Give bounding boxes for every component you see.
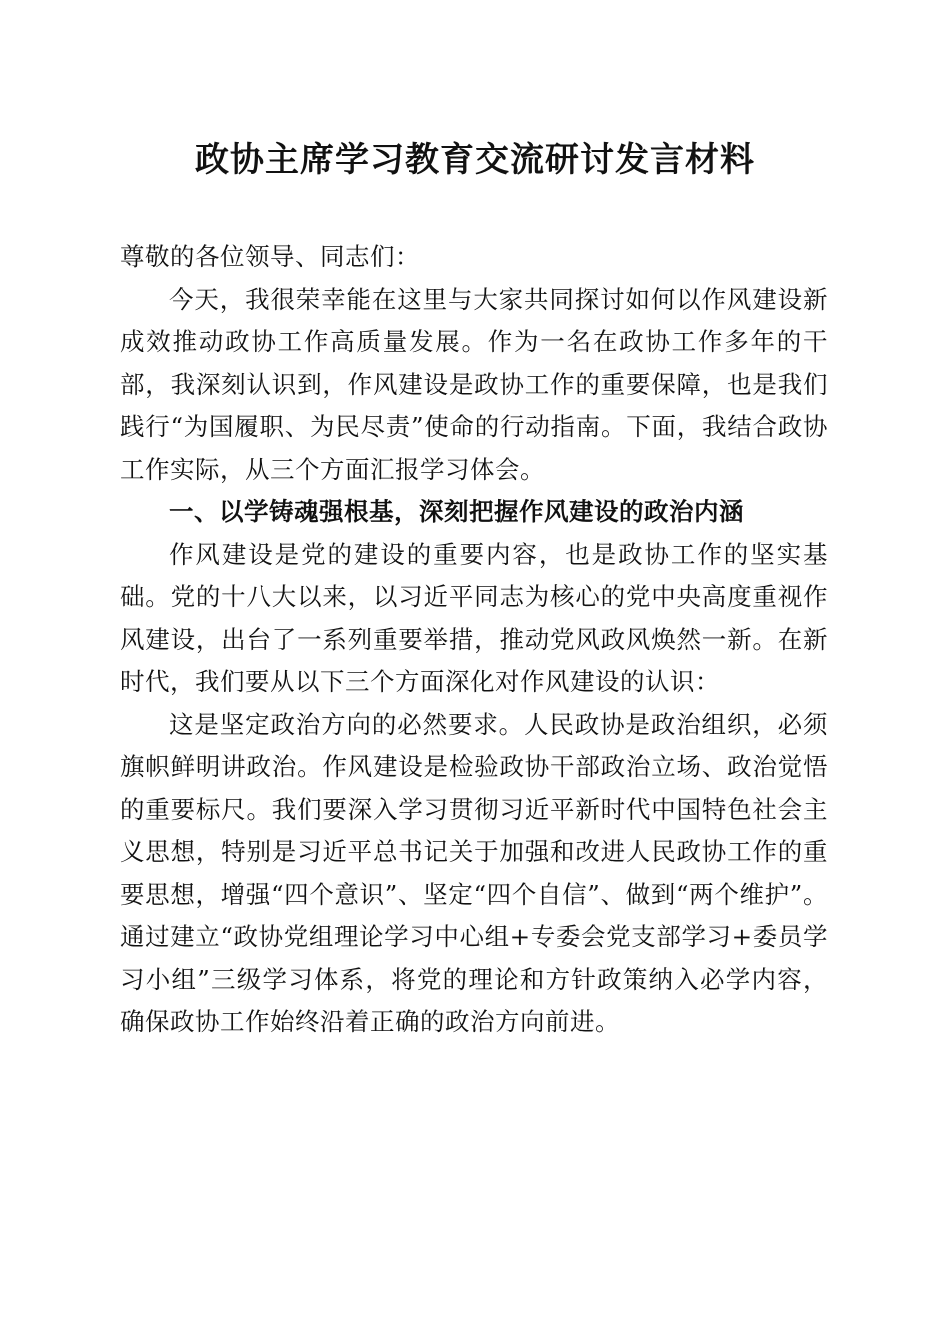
- salutation: 尊敬的各位领导、同志们：: [120, 242, 420, 271]
- section-1-paragraph-2: 这是坚定政治方向的必然要求。人民政协是政治组织，必须旗帜鲜明讲政治。作风建设是检验政协干部政治立场、政治觉悟的重要标尺。我们要深入学习贯彻习近平新时代中国特色社会主义思想，特别是习近平总书记关于加强和改进人民政协工作的重要思想，增强“四个意识”、坚定“四个自信”、做到“两个维护”。通过建立“政协党组理论学习中心组+专委会党支部学习+委员学习小组”三级学习体系，将党的理论和方针政策纳入必学内容，确保政协工作始终沿着正确的政治方向前进。: [120, 709, 828, 1036]
- intro-paragraph: 今天，我很荣幸能在这里与大家共同探讨如何以作风建设新成效推动政协工作高质量发展。作为一名在政协工作多年的干部，我深刻认识到，作风建设是政协工作的重要保障，也是我们践行“为国履职、为民尽责”使命的行动指南。下面，我结合政协工作实际，从三个方面汇报学习体会。: [120, 284, 828, 484]
- section-1-heading: 一、以学铸魂强根基，深刻把握作风建设的政治内涵: [169, 497, 744, 526]
- document-title: 政协主席学习教育交流研讨发言材料: [195, 140, 755, 180]
- section-1-paragraph-1: 作风建设是党的建设的重要内容，也是政协工作的坚实基础。党的十八大以来，以习近平同志为核心的党中央高度重视作风建设，出台了一系列重要举措，推动党风政风焕然一新。在新时代，我们要从以下三个方面深化对作风建设的认识：: [120, 539, 828, 696]
- document-body: [120, 236, 828, 1044]
